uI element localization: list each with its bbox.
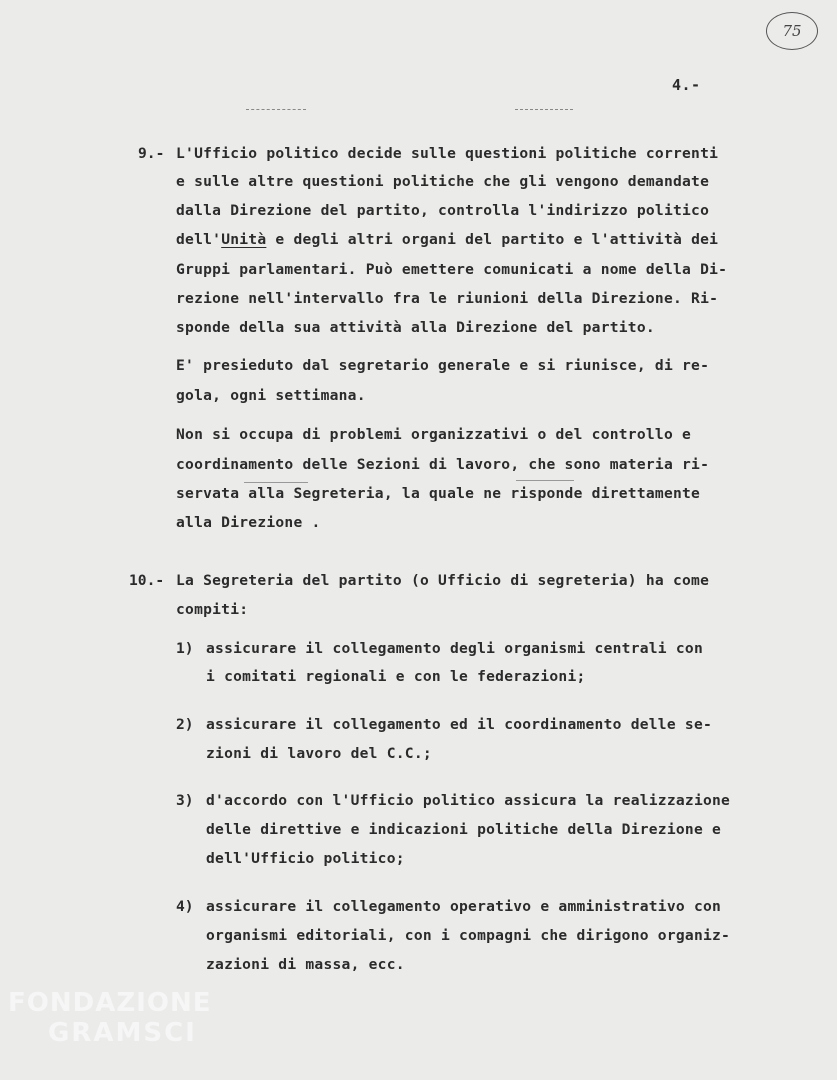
list-item-line: assicurare il collegamento degli organismi centrali con	[206, 640, 703, 657]
page-number: 4.-	[672, 76, 701, 94]
text-line: dalla Direzione del partito, controlla l'indirizzo politico	[176, 202, 710, 219]
archive-watermark	[8, 990, 211, 1046]
list-item-line: dell'Ufficio politico;	[206, 850, 405, 867]
section-number: 9.-	[138, 145, 165, 162]
list-item-line: delle direttive e indicazioni politiche della Direzione e	[206, 821, 722, 838]
list-marker: 2)	[176, 716, 194, 733]
list-item-line: assicurare il collegamento operativo e amministrativo con	[206, 898, 722, 915]
text-line: Gruppi parlamentari. Può emettere comunicati a nome della Di-	[176, 261, 728, 278]
list-item-line: i comitati regionali e con le federazioni;	[206, 668, 586, 685]
text-line: alla Direzione .	[176, 514, 321, 531]
list-item-line: d'accordo con l'Ufficio politico assicura la realizzazione	[206, 792, 731, 809]
watermark-line: GRAMSCI	[48, 1018, 197, 1048]
text-line: sponde della sua attività alla Direzione del partito.	[176, 319, 655, 336]
text-line: compiti:	[176, 601, 249, 618]
separator-dash	[515, 109, 573, 110]
text-line: servata alla Segreteria, la quale ne risponde direttamente	[176, 485, 701, 502]
list-item-line: assicurare il collegamento ed il coordinamento delle se-	[206, 716, 713, 733]
list-marker: 1)	[176, 640, 194, 657]
annotation-mark	[516, 480, 574, 481]
list-marker: 4)	[176, 898, 194, 915]
list-item-line: zioni di lavoro del C.C.;	[206, 745, 432, 762]
text-line: L'Ufficio politico decide sulle questioni politiche correnti	[176, 145, 719, 162]
text-line: E' presieduto dal segretario generale e si riunisce, di re-	[176, 357, 710, 374]
text-line: La Segreteria del partito (o Ufficio di segreteria) ha come	[176, 572, 710, 589]
separator-dash	[246, 109, 306, 110]
watermark-line: FONDAZIONE	[8, 988, 212, 1018]
annotation-mark	[244, 482, 308, 483]
section-number: 10.-	[129, 572, 165, 589]
list-marker: 3)	[176, 792, 194, 809]
text-line: rezione nell'intervallo fra le riunioni della Direzione. Ri-	[176, 290, 719, 307]
underlined-title: Unità	[221, 231, 267, 248]
text-line: dell'Unità e degli altri organi del partito e l'attività dei	[176, 231, 719, 248]
text-line: e sulle altre questioni politiche che gli vengono demandate	[176, 173, 710, 190]
archive-page-stamp: 75	[766, 12, 818, 50]
list-item-line: zazioni di massa, ecc.	[206, 956, 405, 973]
text-line: gola, ogni settimana.	[176, 387, 366, 404]
text-line: coordinamento delle Sezioni di lavoro, che sono materia ri-	[176, 456, 710, 473]
text-line: Non si occupa di problemi organizzativi o del controllo e	[176, 426, 692, 443]
list-item-line: organismi editoriali, con i compagni che dirigono organiz-	[206, 927, 731, 944]
